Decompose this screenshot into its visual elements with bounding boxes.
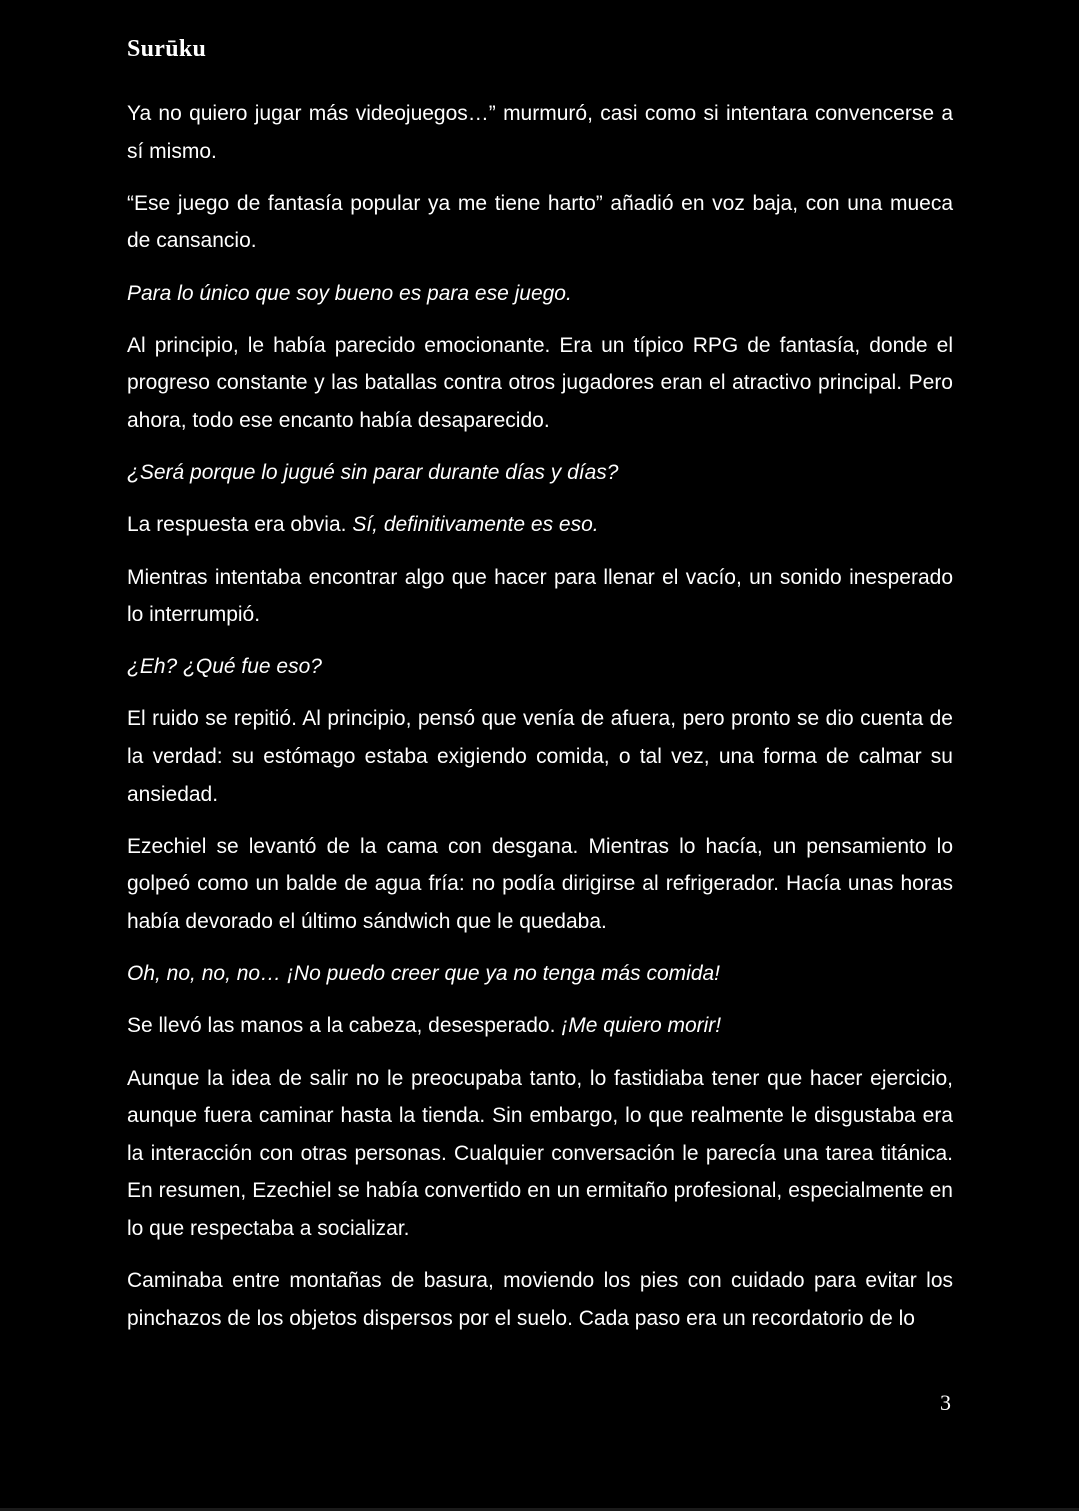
paragraph: Ezechiel se levantó de la cama con desgana. Mientras lo hacía, un pensamiento lo golpeó como un balde de agua fría: no podía dirigirse al refrigerador. Hacía unas horas había devorado el último sándwich que le quedaba. — [127, 834, 953, 934]
body-text — [127, 95, 953, 1352]
paragraph: Caminaba entre montañas de basura, moviendo los pies con cuidado para evitar los pinchazos de los objetos dispersos por el suelo. Cada paso era un recordatorio de lo — [127, 1269, 953, 1330]
paragraph-thought: ¿Eh? ¿Qué fue eso? — [127, 655, 322, 679]
paragraph: Ya no quiero jugar más videojuegos…” murmuró, casi como si intentara convencerse a sí mismo. — [127, 102, 953, 163]
paragraph-thought: Oh, no, no, no… ¡No puedo creer que ya no tenga más comida! — [127, 962, 721, 986]
paragraph-thought: ¿Será porque lo jugué sin parar durante días y días? — [127, 461, 619, 485]
paragraph: Mientras intentaba encontrar algo que hacer para llenar el vacío, un sonido inesperado lo interrumpió. — [127, 565, 953, 627]
paragraph: La respuesta era obvia. Sí, definitivamente es eso. — [127, 513, 599, 537]
paragraph: El ruido se repitió. Al principio, pensó que venía de afuera, pero pronto se dio cuenta de la verdad: su estómago estaba exigiendo comida, o tal vez, una forma de calmar su ansiedad. — [127, 707, 953, 806]
paragraph: Se llevó las manos a la cabeza, desesperado. ¡Me quiero morir! — [127, 1014, 722, 1038]
running-header: Surūku — [127, 36, 207, 62]
paragraph: Aunque la idea de salir no le preocupaba tanto, lo fastidiaba tener que hacer ejercicio, aunque fuera caminar hasta la tienda. Sin embargo, lo que realmente le disgustaba era la interacción con otras personas. Cualquier conversación le parecía una tarea titánica. En resumen, Ezechiel se había convertido en un ermitaño profesional, especialmente en lo que respectaba a socializar. — [127, 1066, 953, 1240]
paragraph: “Ese juego de fantasía popular ya me tiene harto” añadió en voz baja, con una mueca de cansancio. — [127, 191, 953, 253]
page-number: 3 — [940, 1390, 951, 1415]
paragraph-thought: Para lo único que soy bueno es para ese juego. — [127, 281, 572, 305]
paragraph: Al principio, le había parecido emocionante. Era un típico RPG de fantasía, donde el progreso constante y las batallas contra otros jugadores eran el atractivo principal. Pero ahora, todo ese encanto había desaparecido. — [127, 333, 953, 432]
